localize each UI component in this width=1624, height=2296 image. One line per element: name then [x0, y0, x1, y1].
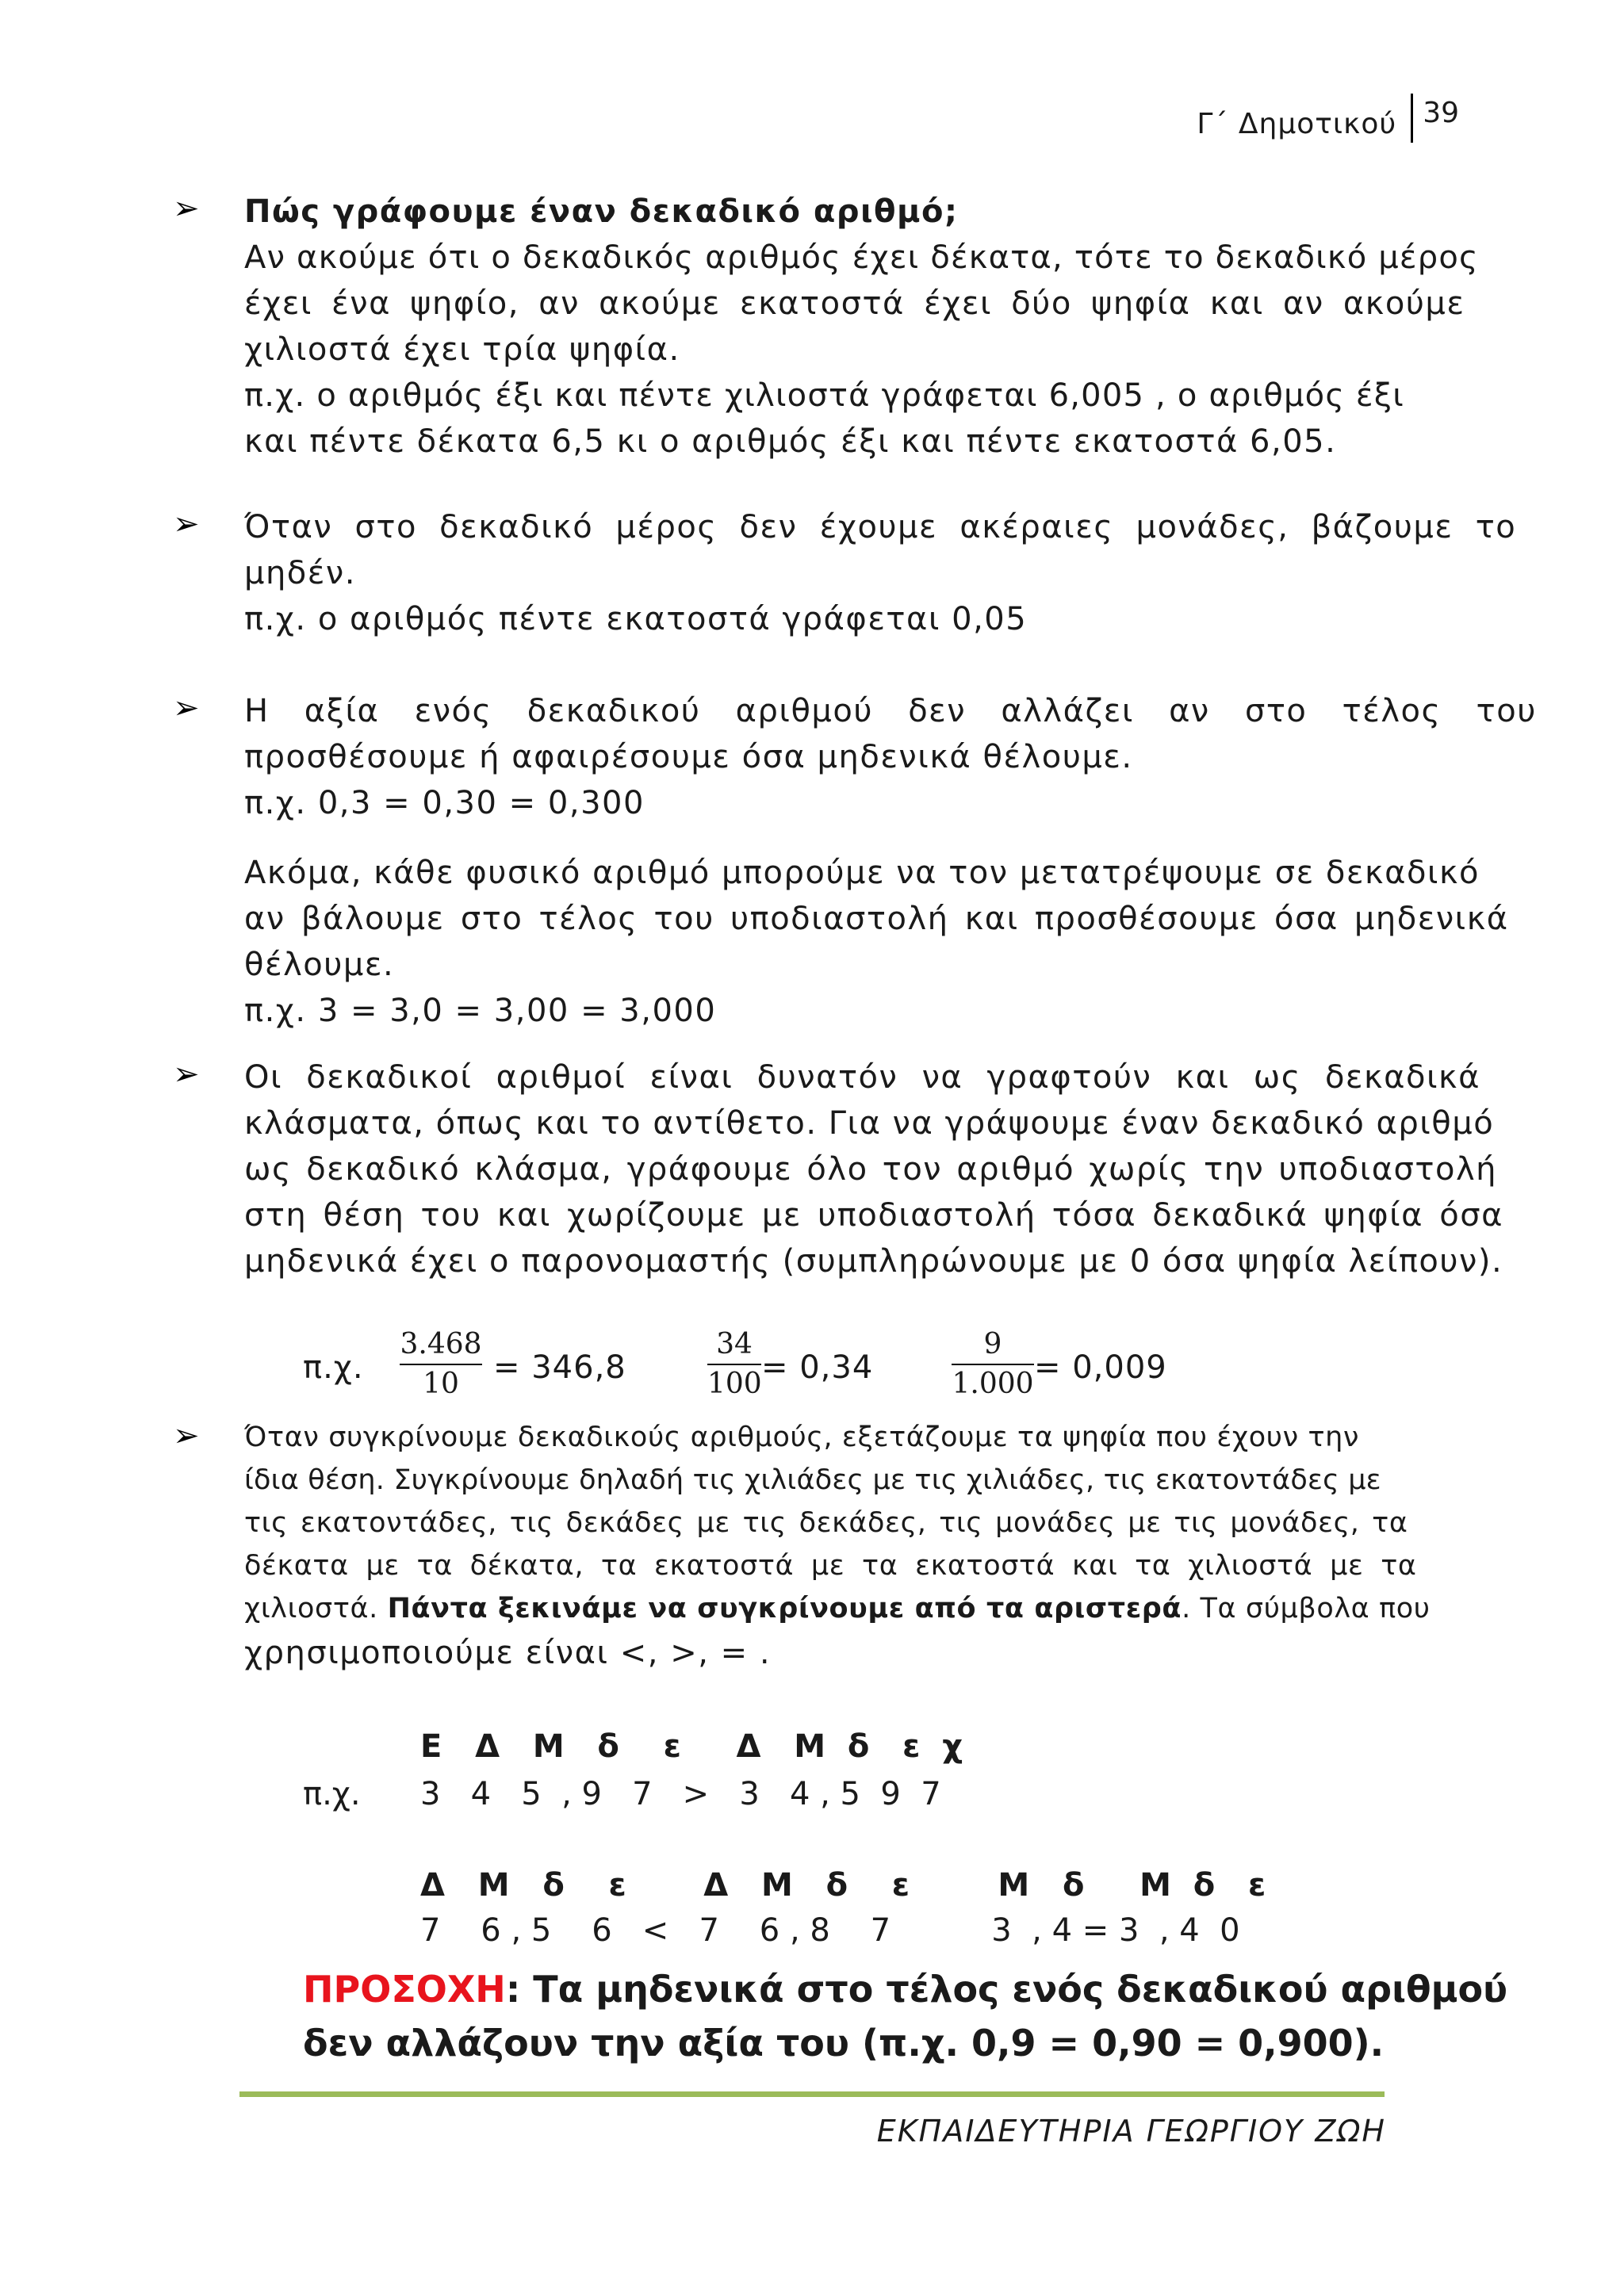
paragraph-line: μηδέν. [244, 555, 356, 591]
fraction-numerator: 3.468 [400, 1328, 482, 1360]
section-natural-to-decimal [244, 850, 1509, 1034]
place-value-digits: 3 4 5 , 9 7 > 3 4 , 5 9 7 [420, 1776, 941, 1812]
section-comparison [173, 1416, 1431, 1676]
paragraph-line: π.χ. 3 = 3,0 = 3,00 = 3,000 [244, 993, 717, 1029]
attention-text: : Τα μηδενικά στο τέλος ενός δεκαδικού αριθμού [505, 1968, 1508, 2011]
attention-line [303, 1962, 1508, 2016]
paragraph-line: χιλιοστά έχει τρία ψηφία. [244, 331, 680, 368]
arrow-bullet-icon: ➢ [173, 190, 200, 227]
fraction-denominator: 1.000 [952, 1368, 1034, 1400]
text-run: . Τα σύμβολα που [1182, 1593, 1431, 1624]
text-run: χιλιοστά. [244, 1593, 388, 1624]
fraction-examples [303, 1326, 1413, 1413]
fraction [400, 1326, 482, 1403]
paragraph-line: Οι δεκαδικοί αριθμοί είναι δυνατόν να γραφτούν και ως δεκαδικά [244, 1059, 1480, 1096]
section-decimal-fractions [173, 1054, 1503, 1284]
section-zero-integer [173, 504, 1517, 642]
arrow-bullet-icon: ➢ [173, 1418, 200, 1454]
fraction-result: = 0,34 [761, 1349, 874, 1386]
page-number: 39 [1423, 97, 1459, 129]
paragraph-line: δέκατα με τα δέκατα, τα εκατοστά με τα εκατοστά και τα χιλιοστά με τα [244, 1550, 1417, 1582]
paragraph-line: στη θέση του και χωρίζουμε με υποδιαστολή τόσα δεκαδικά ψηφία όσα [244, 1197, 1503, 1234]
fraction-result: = 346,8 [493, 1349, 626, 1386]
fraction-result: = 0,009 [1034, 1349, 1167, 1386]
paragraph-line: έχει ένα ψηφίο, αν ακούμε εκατοστά έχει δύο ψηφία και αν ακούμε [244, 285, 1465, 322]
fraction [707, 1326, 761, 1403]
header-title: Γ΄ Δημοτικού [1197, 108, 1397, 140]
paragraph-line: προσθέσουμε ή αφαιρέσουμε όσα μηδενικά θέλουμε. [244, 739, 1133, 775]
fraction-numerator: 34 [716, 1328, 753, 1360]
paragraph-line: κλάσματα, όπως και το αντίθετο. Για να γράψουμε έναν δεκαδικό αριθμό [244, 1105, 1495, 1142]
paragraph-line: αν βάλουμε στο τέλος του υποδιαστολή και προσθέσουμε όσα μηδενικά [244, 901, 1509, 937]
place-value-header: Ε Δ Μ δ ε Δ Μ δ ε χ [420, 1728, 963, 1765]
paragraph-line: π.χ. 0,3 = 0,30 = 0,300 [244, 785, 645, 821]
arrow-bullet-icon: ➢ [173, 506, 200, 542]
paragraph-line: Όταν συγκρίνουμε δεκαδικούς αριθμούς, εξετάζουμε τα ψηφία που έχουν την [244, 1422, 1360, 1453]
section-how-to-write [173, 189, 1479, 465]
paragraph-line: χρησιμοποιούμε είναι <, >, = . [244, 1635, 772, 1671]
paragraph-line [244, 1587, 1431, 1630]
paragraph-line: Αν ακούμε ότι ο δεκαδικός αριθμός έχει δέκατα, τότε το δεκαδικό μέρος [244, 239, 1479, 276]
paragraph-line: τις εκατοντάδες, τις δεκάδες με τις δεκάδες, τις μονάδες με τις μονάδες, τα [244, 1507, 1408, 1539]
paragraph-line: μηδενικά έχει ο παρονομαστής (συμπληρώνουμε με 0 όσα ψηφία λείπουν). [244, 1243, 1503, 1280]
attention-line: δεν αλλάζουν την αξία του (π.χ. 0,9 = 0,90 = 0,900). [303, 2022, 1385, 2064]
section-trailing-zeros [173, 688, 1537, 826]
footer-divider [239, 2091, 1385, 2097]
arrow-bullet-icon: ➢ [173, 1056, 200, 1093]
fraction-numerator: 9 [983, 1328, 1002, 1360]
arrow-bullet-icon: ➢ [173, 690, 200, 726]
paragraph-line: ίδια θέση. Συγκρίνουμε δηλαδή τις χιλιάδες με τις χιλιάδες, τις εκατοντάδες με [244, 1464, 1381, 1496]
paragraph-line: π.χ. ο αριθμός πέντε εκατοστά γράφεται 0,05 [244, 601, 1028, 637]
paragraph-line: ως δεκαδικό κλάσμα, γράφουμε όλο τον αριθμό χωρίς την υποδιαστολή [244, 1151, 1497, 1188]
section-heading: Πώς γράφουμε έναν δεκαδικό αριθμό; [244, 193, 959, 230]
emphasis-text: Πάντα ξεκινάμε να συγκρίνουμε από τα αριστερά [387, 1593, 1182, 1624]
paragraph-line: Η αξία ενός δεκαδικού αριθμού δεν αλλάζει αν στο τέλος του [244, 693, 1537, 729]
paragraph-line: και πέντε δέκατα 6,5 κι ο αριθμός έξι και πέντε εκατοστά 6,05. [244, 423, 1337, 460]
paragraph-line: θέλουμε. [244, 947, 395, 983]
paragraph-line: Όταν στο δεκαδικό μέρος δεν έχουμε ακέραιες μονάδες, βάζουμε το [244, 509, 1517, 545]
attention-note [303, 1962, 1508, 2070]
paragraph-line: π.χ. ο αριθμός έξι και πέντε χιλιοστά γράφεται 6,005 , ο αριθμός έξι [244, 377, 1404, 414]
page-header [1197, 94, 1459, 143]
place-value-header: Δ Μ δ ε Δ Μ δ ε Μ δ Μ δ ε [420, 1867, 1266, 1904]
fraction [952, 1326, 1034, 1403]
footer-author: ΕΚΠΑΙΔΕΥΤΗΡΙΑ ΓΕΩΡΓΙΟΥ ΖΩΗ [876, 2114, 1386, 2149]
example-prefix: π.χ. [303, 1349, 364, 1386]
paragraph-line: Ακόμα, κάθε φυσικό αριθμό μπορούμε να τον μετατρέψουμε σε δεκαδικό [244, 855, 1480, 891]
fraction-denominator: 10 [423, 1368, 459, 1400]
place-value-digits: 7 6 , 5 6 < 7 6 , 8 7 3 , 4 = 3 , 4 0 [420, 1912, 1240, 1949]
fraction-denominator: 100 [707, 1368, 762, 1400]
example-prefix: π.χ. [303, 1776, 361, 1812]
attention-label: ΠΡΟΣΟΧΗ [303, 1968, 506, 2011]
